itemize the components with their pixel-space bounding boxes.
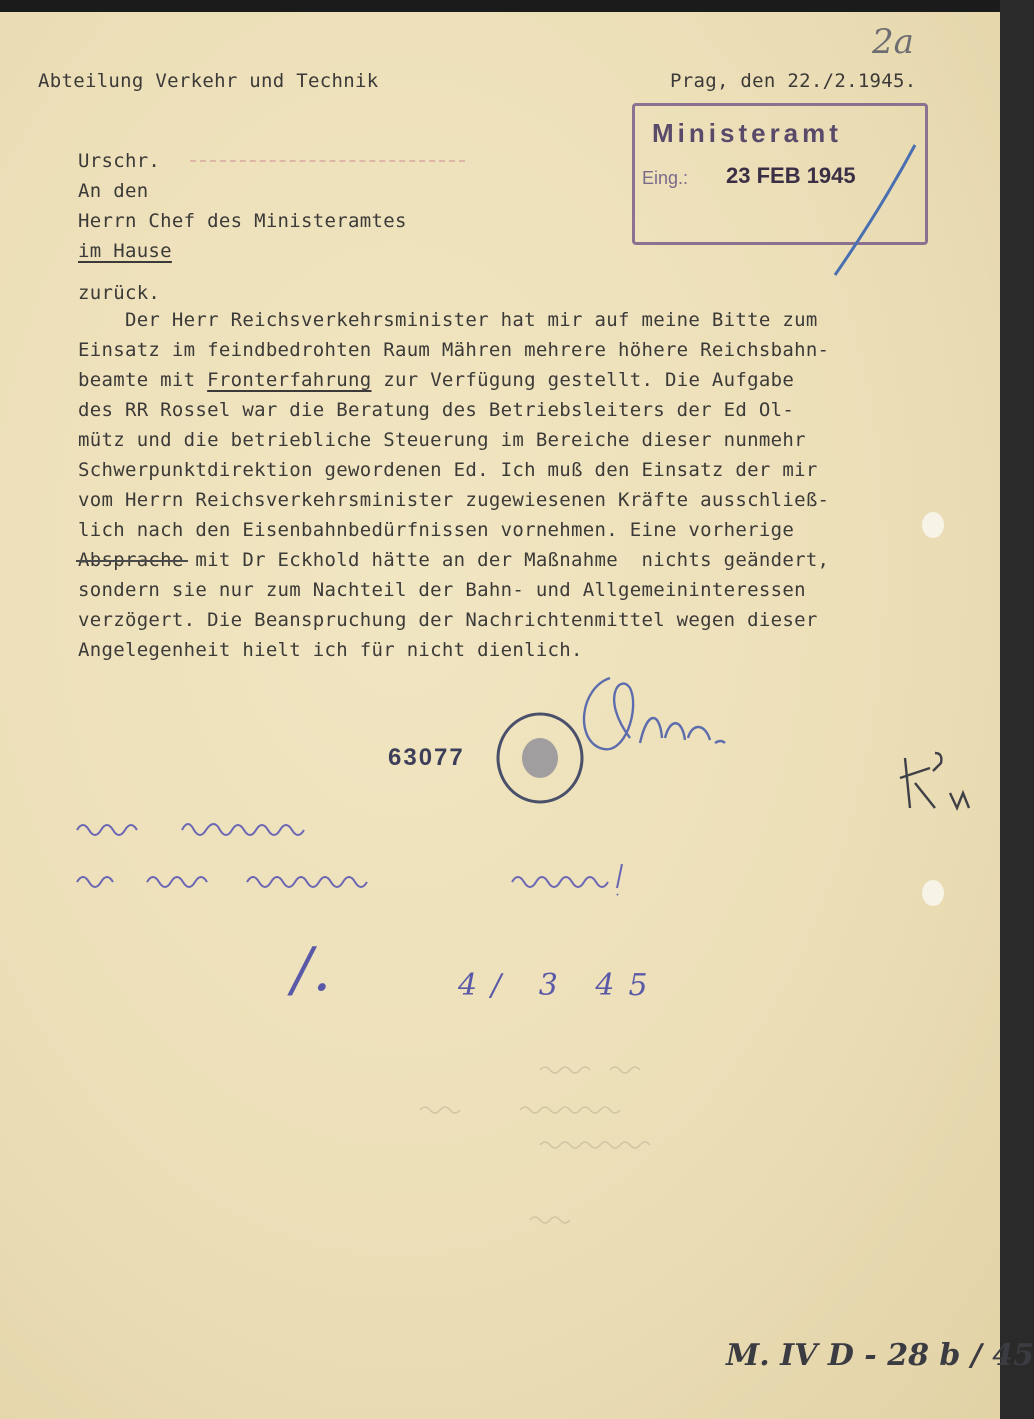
place-date: Prag, den 22./2.1945.: [670, 70, 917, 92]
signature-mark: [570, 668, 770, 778]
body-line-8: lich nach den Eisenbahnbedürfnissen vornehmen. Eine vorherige: [78, 519, 795, 541]
handwritten-date: 4/ 3 45: [458, 968, 662, 1003]
body-line-9: Absprache mit Dr Eckhold hätte an der Maßnahme nichts geändert,: [78, 549, 830, 571]
red-dashed-mark: [190, 160, 465, 163]
body-line-2: Einsatz im feindbedrohten Raum Mähren mehrere höhere Reichsbahn-: [78, 339, 830, 361]
address-line-im-hause: im Hause: [78, 240, 172, 262]
department-header: Abteilung Verkehr und Technik: [38, 70, 379, 92]
corner-note: 2a: [872, 22, 914, 62]
body-line-3: [78, 369, 794, 391]
body-line-11: verzögert. Die Beanspruchung der Nachrichtenmittel wegen dieser: [78, 609, 818, 631]
pen-stroke-mark: [810, 130, 930, 290]
strikethrough-mark: [76, 556, 191, 566]
punch-hole-bottom: [922, 880, 944, 906]
stamp-received-date: 23 FEB 1945: [726, 163, 856, 188]
return-word: zurück.: [78, 282, 161, 304]
handwritten-note-line-1: [72, 812, 362, 842]
underlined-fronterfahrung: Fronterfahrung: [207, 369, 372, 391]
stamp-title: Ministeramt: [652, 118, 842, 148]
stamp-received-label: Eing.:: [642, 168, 689, 188]
faint-pencil-notes: [390, 1050, 890, 1250]
body-line-3-start: beamte mit: [78, 369, 208, 391]
body-line-5: mütz und die betriebliche Steuerung im Bereiche dieser nunmehr: [78, 429, 806, 451]
address-line-recipient: Herrn Chef des Ministeramtes: [78, 210, 407, 232]
body-line-6: Schwerpunktdirektion gewordenen Ed. Ich muß den Einsatz der mir: [78, 459, 818, 481]
file-reference: M. IV D - 28 b / 45: [726, 1338, 1034, 1373]
body-line-7: vom Herrn Reichsverkehrsminister zugewiesenen Kräfte ausschließ-: [78, 489, 830, 511]
scan-edge: [0, 0, 1000, 12]
body-line-4: des RR Rossel war die Beratung des Betriebsleiters der Ed Ol-: [78, 399, 795, 421]
handwritten-mark: /.: [292, 935, 332, 1005]
punch-hole-top: [922, 512, 944, 538]
body-line-1: Der Herr Reichsverkehrsminister hat mir auf meine Bitte zum: [78, 309, 818, 331]
body-line-3-end: zur Verfügung gestellt. Die Aufgabe: [371, 369, 795, 391]
body-line-10: sondern sie nur zum Nachteil der Bahn- und Allgemeininteressen: [78, 579, 806, 601]
handwritten-note-line-2: [72, 860, 632, 900]
address-line-an-den: An den: [78, 180, 149, 202]
body-line-12: Angelegenheit hielt ich für nicht dienlich.: [78, 639, 583, 661]
registry-number: 63077: [388, 744, 465, 771]
address-line-urschr: Urschr.: [78, 150, 161, 172]
initials-mark: [895, 748, 975, 818]
